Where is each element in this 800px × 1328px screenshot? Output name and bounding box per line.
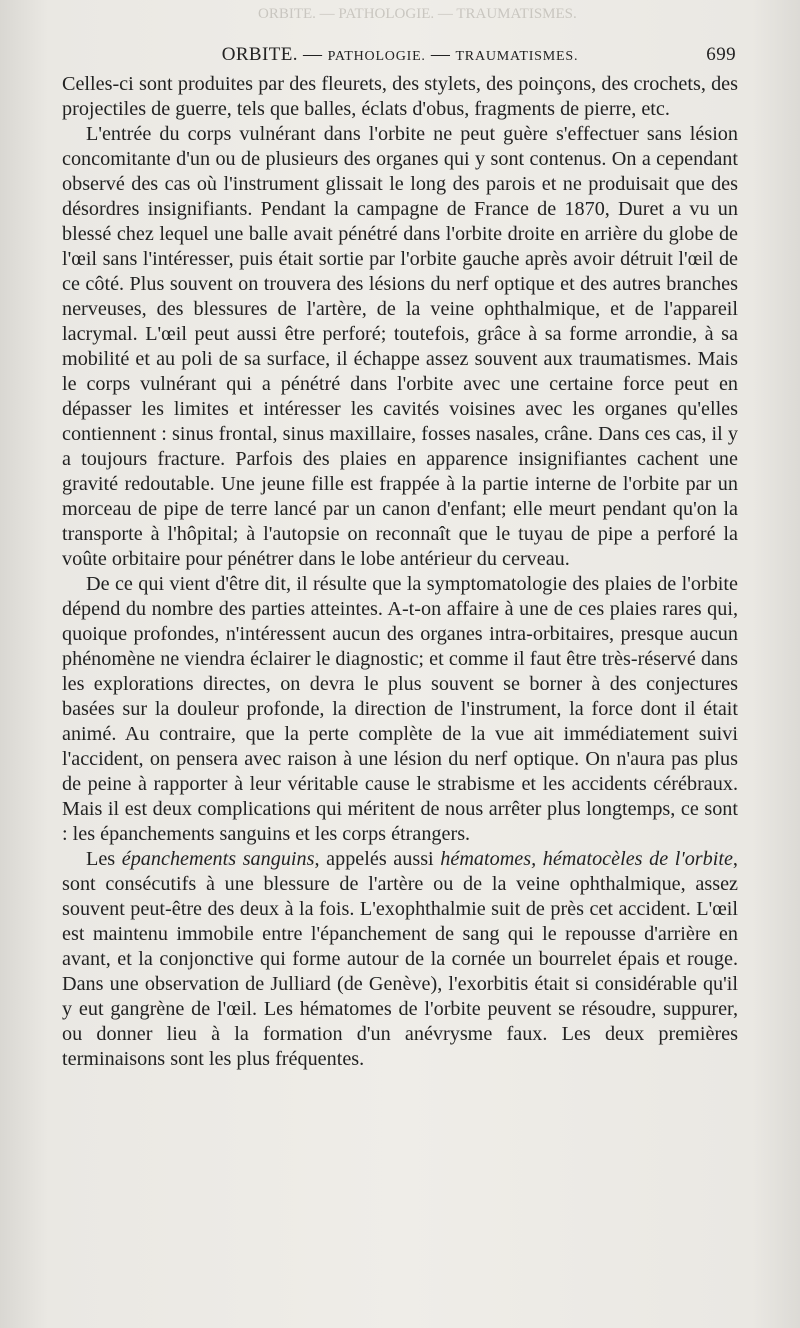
paragraph bbox=[62, 847, 738, 1072]
header-separator: — bbox=[303, 44, 323, 65]
text-run: , sont consécutifs à une blessure de l'artère ou de la veine ophthalmique, assez souvent peut-être des deux à la fois. L'exophthalmie suit de près cet accident. L'œil est maintenu immobile entre l'épanchement de sang qui le repousse d'arrière en avant, et la conjonctive qui forme autour de la cornée un bourrelet épais et rouge. Dans une observation de Julliard (de Genève), l'exorbitis était si considérable qu'il y eut gangrène de l'œil. Les hématomes de l'orbite peuvent se résoudre, suppurer, ou donner lieu à la formation d'un anévrysme faux. Les deux premières terminaisons sont les plus fréquentes. bbox=[62, 848, 738, 1070]
header-separator: — bbox=[430, 44, 451, 65]
show-through-text: ORBITE. — PATHOLOGIE. — TRAUMATISMES. bbox=[258, 6, 577, 22]
text-run: Les bbox=[86, 848, 122, 870]
header-subsection: TRAUMATISMES. bbox=[455, 49, 579, 64]
paragraph: De ce qui vient d'être dit, il résulte que la symptomatologie des plaies de l'orbite dépend du nombre des parties atteintes. A-t-on affaire à une de ces plaies rares qui, quoique profondes, n'intéressent aucun des organes intra-orbitaires, presque aucun phénomène ne viendra éclairer le diagnostic; et comme il faut être très-réservé dans les explorations directes, on devra le plus souvent se borner à des conjectures basées sur la douleur profonde, la direction de l'instrument, la force dont il était animé. Au contraire, que la perte complète de la vue ait immédiatement suivi l'accident, on pensera avec raison à une lésion du nerf optique. On n'aura pas plus de peine à rapporter à leur véritable cause le strabisme et les accidents cérébraux. Mais il est deux complications qui méritent de nous arrêter plus longtemps, ce sont : les épanchements sanguins et les corps étrangers. bbox=[62, 573, 738, 845]
page-number: 699 bbox=[706, 44, 736, 65]
main-text bbox=[62, 72, 738, 1072]
header-section: PATHOLOGIE. bbox=[327, 49, 426, 64]
paragraph: Celles-ci sont produites par des fleurets, des stylets, des poinçons, des crochets, des projectiles de guerre, tels que balles, éclats d'obus, fragments de pierre, etc. bbox=[62, 73, 738, 120]
paragraph: L'entrée du corps vulnérant dans l'orbite ne peut guère s'effectuer sans lésion concomitante d'un ou de plusieurs des organes qui y sont contenus. On a cependant observé des cas où l'instrument glissait le long des parois et ne produisait que des désordres insignifiants. Pendant la campagne de France de 1870, Duret a vu un blessé chez lequel une balle avait pénétré dans l'orbite droite en arrière du globe de l'œil sans l'intéresser, puis était sortie par l'orbite gauche après avoir détruit l'œil de ce côté. Plus souvent on trouvera des lésions du nerf optique et des autres branches nerveuses, des blessures de l'artère, de la veine ophthalmique, et de l'appareil lacrymal. L'œil peut aussi être perforé; toutefois, grâce à sa forme arrondie, à sa mobilité et au poli de sa surface, il échappe assez souvent aux traumatismes. Mais le corps vulnérant qui a pénétré dans l'orbite avec une certaine force peut en dépasser les limites et intéresser les cavités voisines avec les organes qu'elles contiennent : sinus frontal, sinus maxillaire, fosses nasales, crâne. Dans ces cas, il y a toujours fracture. Parfois des plaies en apparence insignifiantes cachent une gravité redoutable. Une jeune fille est frappée à la partie interne de l'orbite par un morceau de pipe de terre lancé par un canon d'enfant; elle meurt pendant qu'on la transporte à l'hôpital; à l'autopsie on reconnaît que le tuyau de pipe a perforé la voûte orbitaire pour pénétrer dans le lobe antérieur du cerveau. bbox=[62, 123, 738, 570]
header-title: ORBITE. bbox=[221, 44, 298, 65]
italic-term: épanchements sanguins bbox=[121, 848, 315, 870]
running-header bbox=[62, 44, 738, 72]
text-run: , appelés aussi bbox=[314, 848, 441, 870]
italic-term: hématomes, hématocèles de l'orbite bbox=[440, 848, 733, 870]
running-title bbox=[62, 44, 738, 66]
